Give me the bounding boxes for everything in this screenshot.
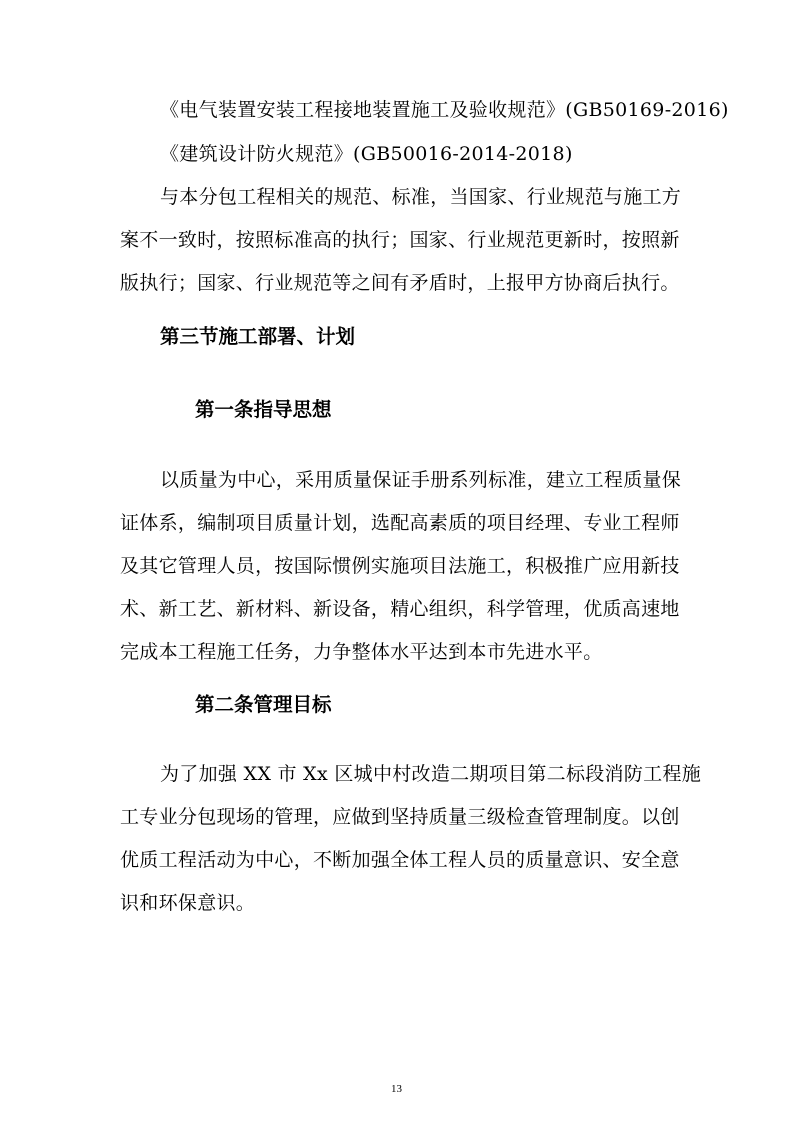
article1-line-1: 以质量为中心，采用质量保证手册系列标准，建立工程质量保 (160, 469, 682, 491)
article2-line-2: 工专业分包现场的管理，应做到坚持质量三级检查管理制度。以创 (120, 806, 680, 828)
article2-heading: 第二条管理目标 (195, 693, 332, 716)
section-heading: 第三节施工部署、计划 (160, 325, 356, 348)
article1-line-5: 完成本工程施工任务，力争整体水平达到本市先进水平。 (120, 641, 603, 663)
page-number: 13 (391, 1083, 402, 1095)
article2-line-3: 优质工程活动为中心，不断加强全体工程人员的质量意识、安全意 (120, 849, 680, 871)
article2-line-4: 识和环保意识。 (120, 892, 256, 914)
intro-line-2: 案不一致时，按照标准高的执行；国家、行业规范更新时，按照新 (120, 229, 680, 251)
article1-line-3: 及其它管理人员，按国际惯例实施项目法施工，积极推广应用新技 (120, 555, 680, 577)
intro-line-3: 版执行；国家、行业规范等之间有矛盾时，上报甲方协商后执行。 (120, 272, 680, 294)
reference-line-1: 《电气装置安装工程接地装置施工及验收规范》(GB50169-2016) (160, 99, 729, 121)
article1-heading: 第一条指导思想 (195, 398, 332, 421)
article1-line-4: 术、新工艺、新材料、新设备，精心组织，科学管理，优质高速地 (120, 598, 680, 620)
reference-line-2: 《建筑设计防火规范》(GB50016-2014-2018) (160, 143, 573, 165)
intro-line-1: 与本分包工程相关的规范、标准，当国家、行业规范与施工方 (160, 186, 682, 208)
article1-line-2: 证体系，编制项目质量计划，选配高素质的项目经理、专业工程师 (120, 512, 680, 534)
article2-line-1: 为了加强 XX 市 Xx 区城中村改造二期项目第二标段消防工程施 (160, 763, 702, 785)
